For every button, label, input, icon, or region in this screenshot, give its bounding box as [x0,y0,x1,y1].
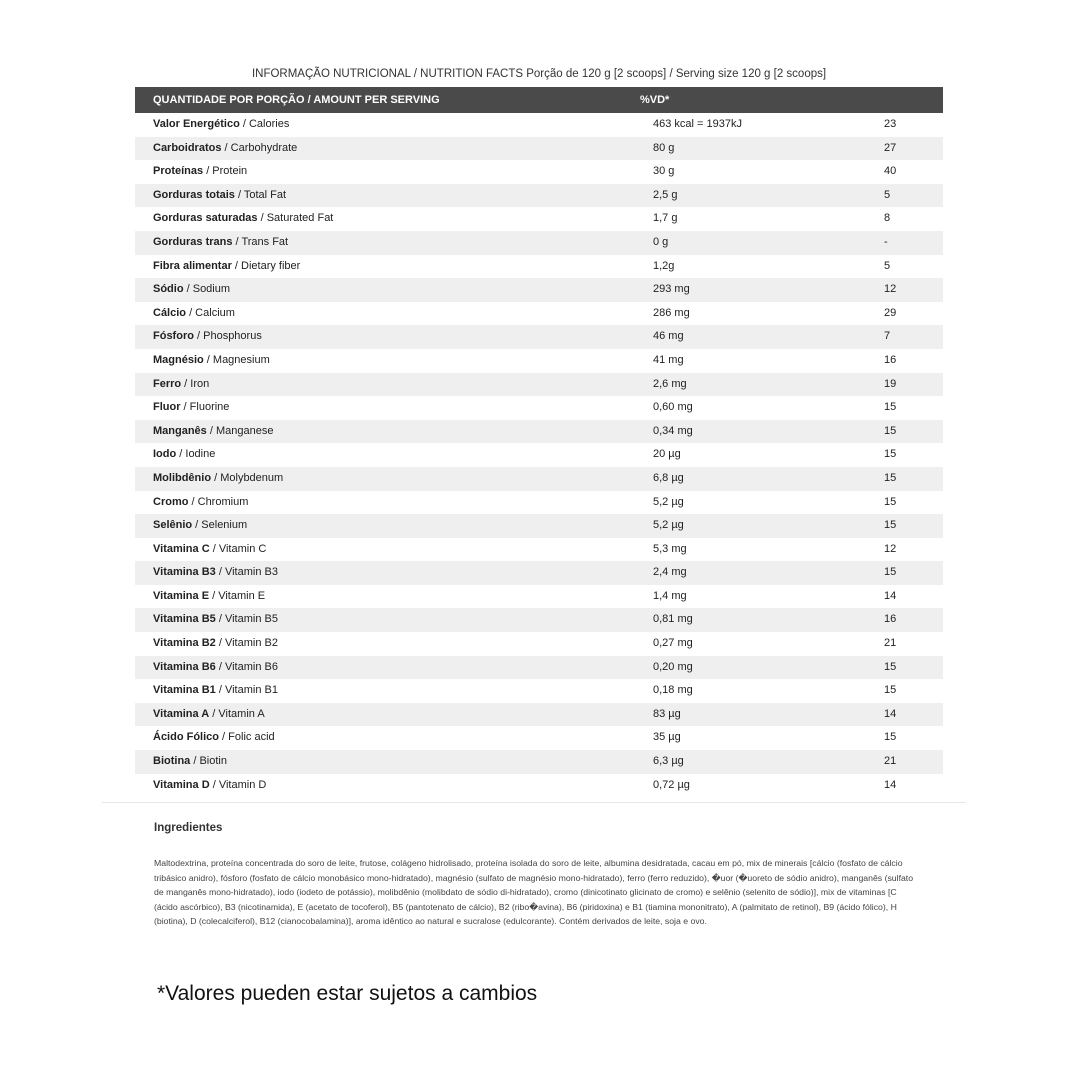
nutrient-daily-value: 15 [884,660,897,673]
nutrient-daily-value: 15 [884,495,897,508]
nutrient-name [153,207,333,231]
nutrient-name-pt: Fibra alimentar [153,259,232,272]
table-row [135,302,943,326]
nutrient-name [153,774,266,798]
nutrient-name-en: / Iron [181,377,210,390]
table-row [135,750,943,774]
nutrient-name-en: / Vitamin E [209,589,266,602]
table-row [135,373,943,397]
nutrient-name-en: / Saturated Fat [257,212,334,225]
nutrient-name-pt: Biotina [153,755,191,768]
nutrient-name-en: / Magnesium [203,353,270,366]
table-row [135,207,943,231]
nutrient-name-pt: Cromo [153,495,189,508]
nutrient-name [153,302,235,326]
table-row [135,137,943,161]
nutrient-name [153,514,247,538]
nutrient-name [153,608,278,632]
nutrient-name [153,349,270,373]
table-row [135,561,943,585]
table-row [135,467,943,491]
nutrient-name-en: / Vitamin B3 [215,566,278,579]
nutrient-name-en: / Vitamin B6 [215,660,278,673]
nutrient-name-pt: Vitamina D [153,778,210,791]
nutrient-daily-value: 15 [884,731,897,744]
nutrient-name [153,255,300,279]
header-amount-per-serving: QUANTIDADE POR PORÇÃO / AMOUNT PER SERVING [153,94,440,106]
ingredients-text: Maltodextrina, proteína concentrada do soro de leite, frutose, colágeno hidrolisado, proteína isolada do soro de leite, albumina desidratada, cacau em pó, mix de minerais [cálcio (fosfato de cálcio tribásico anidro), fósforo (fosfato de cálcio monobásico mono-hidratado), magnésio (sulfato de magnésio mono-hidratado), ferro (ferro reduzido), �uor (�uoreto de sódio anidro), manganês (sulfato de manganês mono-hidratado), iodo (iodeto de potássio), molibdênio (molibdato de sódio di-hidratado), cromo (dinicotinato glicinato de cromo) e selênio (selenito de sódio)], mix de vitaminas [C (ácido ascórbico), B3 (nicotinamida), E (acetato de tocoferol), B5 (pantotenato de cálcio), B2 (ribo�avina), B6 (piridoxina) e B1 (tiamina mononitrato), A (palmitato de retinol), B9 (ácido fólico), H (biotina), D (colecalciferol), B12 (cianocobalamina)], aroma idêntico ao natural e sucralose (edulcorante). Contém derivados de leite, soja e ovo. [154,858,914,927]
nutrient-amount: 6,3 µg [653,755,684,768]
nutrient-name-en: / Total Fat [234,188,287,201]
nutrient-amount: 0,81 mg [653,613,693,626]
nutrient-name [153,396,229,420]
nutrient-amount: 41 mg [653,353,684,366]
nutrient-name [153,137,297,161]
nutrient-name [153,750,227,774]
nutrient-name-pt: Carboidratos [153,141,222,154]
nutrient-amount: 0,60 mg [653,401,693,414]
table-row [135,703,943,727]
table-row [135,585,943,609]
nutrient-name-pt: Vitamina B2 [153,637,216,650]
nutrient-name-en: / Protein [203,165,248,178]
nutrient-name-en: / Vitamin A [209,707,265,720]
nutrient-name-en: / Selenium [192,519,248,532]
nutrient-amount: 83 µg [653,707,681,720]
table-row [135,396,943,420]
nutrient-name [153,561,278,585]
nutrient-daily-value: - [884,235,888,248]
nutrient-amount: 0,34 mg [653,424,693,437]
nutrient-name-en: / Calories [239,118,290,130]
nutrient-daily-value: 5 [884,259,891,272]
nutrient-name-pt: Gorduras totais [153,188,235,201]
nutrient-name-pt: Vitamina C [153,542,210,555]
nutrient-name-en: / Molybdenum [211,471,284,484]
nutrient-amount: 2,4 mg [653,566,687,579]
table-header [135,87,943,113]
nutrient-name-en: / Sodium [183,283,231,296]
nutrient-amount: 35 µg [653,731,681,744]
nutrient-daily-value: 12 [884,542,897,555]
nutrient-name [153,278,230,302]
nutrient-name-en: / Biotin [190,755,227,768]
nutrient-name [153,467,283,491]
table-row [135,491,943,515]
table-row [135,349,943,373]
nutrient-daily-value: 27 [884,141,897,154]
nutrient-name-pt: Vitamina E [153,589,210,602]
nutrient-daily-value: 15 [884,424,897,437]
nutrient-daily-value: 8 [884,212,891,225]
nutrient-amount: 0,20 mg [653,660,693,673]
nutrient-amount: 5,2 µg [653,495,684,508]
nutrient-amount: 80 g [653,141,675,154]
nutrient-amount: 46 mg [653,330,684,343]
nutrient-name-en: / Carbohydrate [221,141,298,154]
section-divider [102,802,966,803]
table-row [135,231,943,255]
nutrient-amount: 0,27 mg [653,637,693,650]
nutrient-amount: 286 mg [653,306,690,319]
table-row [135,255,943,279]
nutrient-name [153,373,209,397]
nutrient-daily-value: 15 [884,566,897,579]
nutrient-daily-value: 19 [884,377,897,390]
table-row [135,160,943,184]
header-daily-value: %VD* [640,94,670,106]
nutrient-name [153,538,266,562]
nutrition-table [135,87,943,797]
nutrient-name [153,585,265,609]
nutrient-name-pt: Ácido Fólico [153,731,219,744]
nutrient-daily-value: 29 [884,306,897,319]
nutrient-daily-value: 16 [884,613,897,626]
nutrient-name [153,703,265,727]
nutrient-amount: 463 kcal = 1937kJ [653,118,742,130]
table-row [135,113,943,137]
nutrient-name-en: / Calcium [186,306,235,319]
nutrient-name-pt: Gorduras saturadas [153,212,258,225]
nutrient-name-en: / Vitamin D [209,778,267,791]
nutrient-daily-value: 15 [884,471,897,484]
nutrient-daily-value: 14 [884,778,897,791]
nutrient-name-en: / Vitamin B5 [215,613,278,626]
nutrient-name-en: / Trans Fat [232,235,289,248]
table-row [135,656,943,680]
nutrient-name [153,632,278,656]
table-row [135,443,943,467]
nutrient-daily-value: 16 [884,353,897,366]
nutrient-name [153,160,247,184]
table-row [135,632,943,656]
table-row [135,774,943,798]
nutrient-name-en: / Iodine [176,448,216,461]
nutrient-amount: 293 mg [653,283,690,296]
nutrient-daily-value: 23 [884,118,897,130]
nutrient-amount: 1,4 mg [653,589,687,602]
nutrient-amount: 5,2 µg [653,519,684,532]
table-body [135,113,943,797]
nutrient-daily-value: 15 [884,401,897,414]
nutrient-name [153,443,215,467]
table-row [135,608,943,632]
nutrient-daily-value: 40 [884,165,897,178]
nutrient-name [153,726,275,750]
nutrient-name-pt: Manganês [153,424,207,437]
nutrient-amount: 0,18 mg [653,684,693,697]
nutrient-amount: 20 µg [653,448,681,461]
nutrient-name-pt: Fluor [153,401,181,414]
nutrient-name [153,679,278,703]
nutrient-daily-value: 21 [884,755,897,768]
nutrient-name [153,491,248,515]
nutrient-name-pt: Proteínas [153,165,204,178]
nutrient-amount: 1,7 g [653,212,678,225]
disclaimer-note: *Valores pueden estar sujetos a cambios [157,982,538,1005]
nutrient-name-pt: Cálcio [153,306,187,319]
nutrient-name-en: / Vitamin B1 [215,684,278,697]
nutrient-name-pt: Gorduras trans [153,235,233,248]
nutrient-name-en: / Phosphorus [193,330,262,343]
nutrient-amount: 1,2g [653,259,675,272]
nutrient-name-pt: Selênio [153,519,193,532]
nutrition-caption: INFORMAÇÃO NUTRICIONAL / NUTRITION FACTS Porção de 120 g [2 scoops] / Serving size 120 g [2 scoops] [251,68,827,80]
table-row [135,514,943,538]
table-row [135,420,943,444]
nutrient-daily-value: 21 [884,637,897,650]
nutrient-name-en: / Manganese [206,424,274,437]
nutrient-daily-value: 7 [884,330,891,343]
nutrient-name-pt: Vitamina B3 [153,566,216,579]
nutrient-name-pt: Fósforo [153,330,194,343]
nutrient-name [153,184,286,208]
nutrient-amount: 0,72 µg [653,778,690,791]
nutrient-name-pt: Magnésio [153,353,204,366]
table-row [135,278,943,302]
table-row [135,538,943,562]
nutrient-name-pt: Ferro [153,377,182,390]
ingredients-title: Ingredientes [154,822,223,834]
nutrient-name [153,656,278,680]
nutrient-name-en: / Fluorine [180,401,230,414]
nutrient-daily-value: 14 [884,589,897,602]
nutrient-daily-value: 5 [884,188,891,201]
nutrient-amount: 2,6 mg [653,377,687,390]
nutrient-name-pt: Molibdênio [153,471,212,484]
table-row [135,726,943,750]
nutrient-daily-value: 15 [884,448,897,461]
nutrient-name-en: / Vitamin B2 [215,637,278,650]
nutrient-daily-value: 15 [884,519,897,532]
table-row [135,325,943,349]
nutrient-name-pt: Sódio [153,283,184,296]
nutrient-name-pt: Vitamina B6 [153,660,216,673]
nutrient-name [153,420,273,444]
nutrient-name-en: / Chromium [188,495,249,508]
table-row [135,679,943,703]
nutrient-daily-value: 15 [884,684,897,697]
nutrient-name-en: / Dietary fiber [231,259,301,272]
nutrient-amount: 30 g [653,165,675,178]
nutrient-name-en: / Folic acid [219,731,275,744]
nutrient-amount: 2,5 g [653,188,678,201]
nutrient-name-pt: Vitamina B5 [153,613,216,626]
nutrient-name [153,231,288,255]
nutrient-amount: 0 g [653,235,669,248]
nutrient-name [153,325,262,349]
nutrient-daily-value: 14 [884,707,897,720]
nutrient-name-pt: Valor Energético [153,118,240,130]
nutrient-name-pt: Vitamina B1 [153,684,216,697]
nutrient-name-pt: Iodo [153,448,177,461]
nutrient-name-pt: Vitamina A [153,707,210,720]
nutrient-name [153,113,289,137]
nutrient-amount: 6,8 µg [653,471,684,484]
table-row [135,184,943,208]
nutrient-name-en: / Vitamin C [209,542,267,555]
nutrient-amount: 5,3 mg [653,542,687,555]
nutrient-daily-value: 12 [884,283,897,296]
